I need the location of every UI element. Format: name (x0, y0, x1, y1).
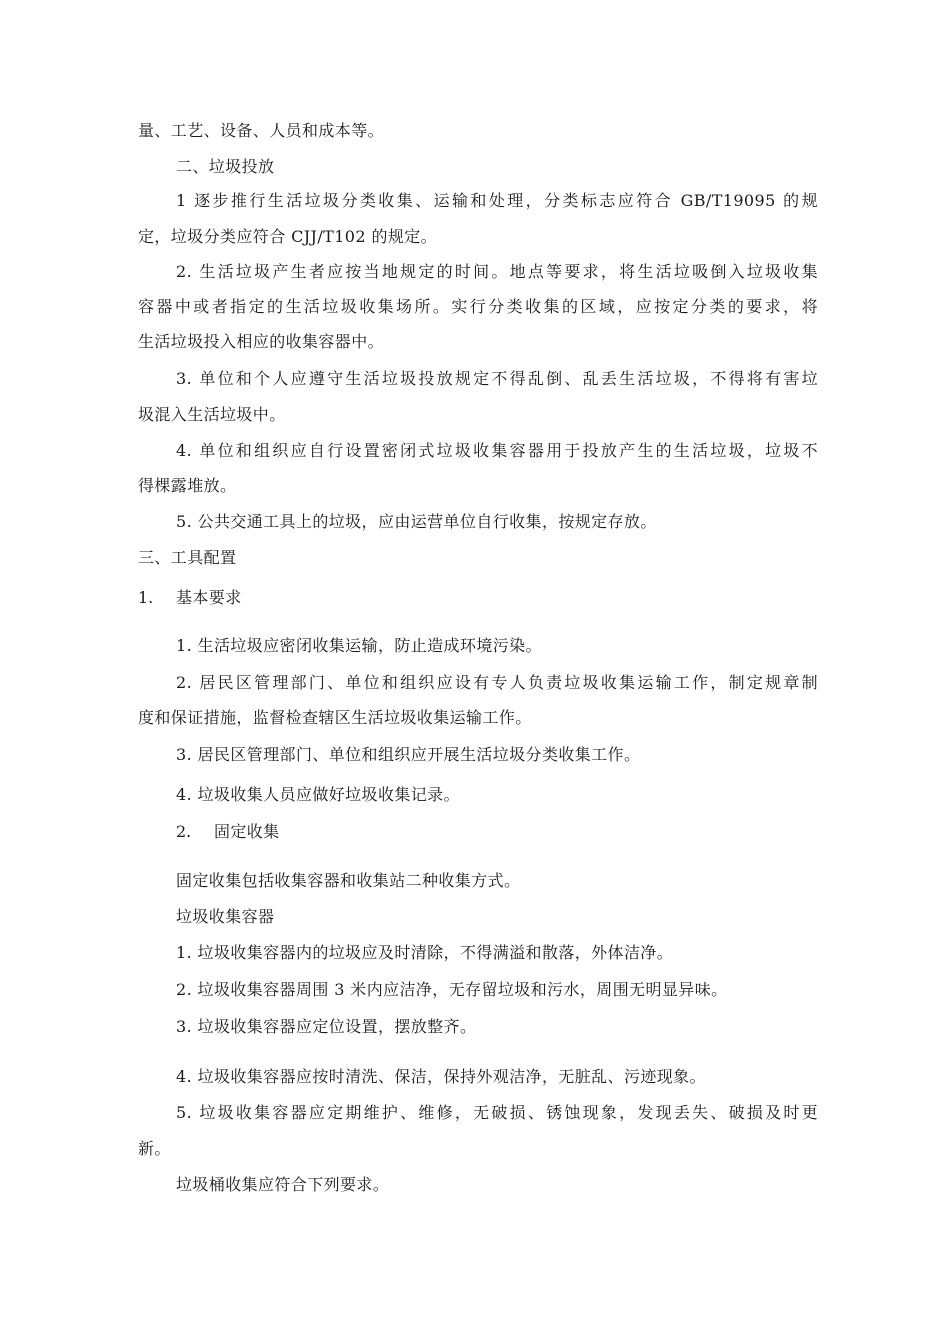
paragraph-line: 量、工艺、设备、人员和成本等。 (138, 121, 385, 140)
paragraph-line: 4. 垃圾收集容器应按时清洗、保洁，保持外观洁净，无脏乱、污迹现象。 (176, 1067, 706, 1086)
paragraph-line: 5. 公共交通工具上的垃圾，应由运营单位自行收集，按规定存放。 (176, 512, 657, 531)
paragraph-line: 容器中或者指定的生活垃圾收集场所。实行分类收集的区域，应按定分类的要求，将 (138, 297, 818, 316)
paragraph-line: 定，垃圾分类应符合 CJJ/T102 的规定。 (138, 227, 438, 246)
paragraph-line: 2. 垃圾收集容器周围 3 米内应洁净，无存留垃圾和污水，周围无明显异味。 (176, 980, 728, 999)
paragraph-line: 3. 垃圾收集容器应定位设置，摆放整齐。 (176, 1017, 477, 1036)
paragraph-line: 圾混入生活垃圾中。 (138, 405, 286, 424)
paragraph-line: 固定收集包括收集容器和收集站二种收集方式。 (176, 871, 521, 890)
subsection-heading: 固定收集 (214, 822, 280, 841)
paragraph-line: 度和保证措施，监督检查辖区生活垃圾收集运输工作。 (138, 708, 532, 727)
section-heading: 三、工具配置 (138, 548, 237, 567)
paragraph-line: 得棵露堆放。 (138, 476, 237, 495)
paragraph-line: 5. 垃圾收集容器应定期维护、维修，无破损、锈蚀现象，发现丢失、破损及时更 (176, 1103, 818, 1122)
paragraph-line: 垃圾桶收集应符合下列要求。 (176, 1175, 390, 1194)
list-number: 1. (138, 588, 154, 607)
paragraph-line: 1 逐步推行生活垃圾分类收集、运输和处理，分类标志应符合 GB/T19095 的规 (176, 191, 818, 210)
paragraph-line: 4. 单位和组织应自行设置密闭式垃圾收集容器用于投放产生的生活垃圾，垃圾不 (176, 441, 818, 460)
paragraph-line: 4. 垃圾收集人员应做好垃圾收集记录。 (176, 785, 460, 804)
paragraph-heading: 垃圾收集容器 (176, 907, 275, 926)
paragraph-line: 生活垃圾投入相应的收集容器中。 (138, 332, 385, 351)
paragraph-line: 新。 (138, 1139, 171, 1158)
section-heading: 二、垃圾投放 (176, 157, 275, 176)
paragraph-line: 1. 生活垃圾应密闭收集运输，防止造成环境污染。 (176, 636, 542, 655)
paragraph-line: 1. 垃圾收集容器内的垃圾应及时清除，不得满溢和散落，外体洁净。 (176, 943, 674, 962)
paragraph-line: 2. 生活垃圾产生者应按当地规定的时间。地点等要求，将生活垃吸倒入垃圾收集 (176, 262, 818, 281)
paragraph-line: 3. 单位和个人应遵守生活垃圾投放规定不得乱倒、乱丢生活垃圾，不得将有害垃 (176, 369, 818, 388)
list-number: 2. (176, 822, 192, 841)
subsection-heading: 基本要求 (176, 588, 242, 607)
paragraph-line: 3. 居民区管理部门、单位和组织应开展生活垃圾分类收集工作。 (176, 745, 641, 764)
paragraph-line: 2. 居民区管理部门、单位和组织应设有专人负责垃圾收集运输工作，制定规章制 (176, 673, 818, 692)
